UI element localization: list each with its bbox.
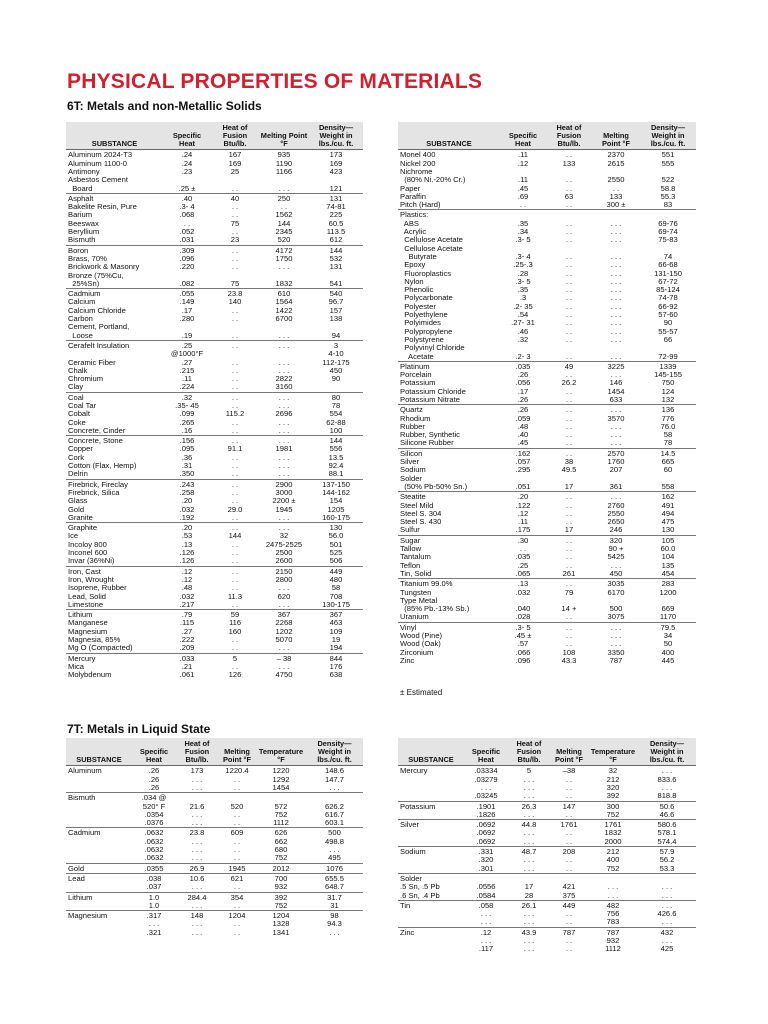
specific-heat-cell: .1901 .1826 (464, 801, 508, 820)
specific-heat-cell: .20 .53 .13 .126 .126 (163, 523, 211, 566)
heat-of-fusion-cell: 48.7 . . . . . . (508, 847, 550, 874)
density-cell: 1076 (306, 863, 363, 873)
density-cell: 540 96.7 157 138 94 (309, 289, 363, 341)
substance-cell: Bismuth (66, 793, 132, 828)
table-row (66, 566, 363, 609)
substance-cell: Mercury (400, 766, 428, 776)
melting-point-cell: –38 . . . . . . (562, 766, 576, 801)
substance-cell: Mercury Mica Molybdenum (66, 653, 163, 679)
header-specific-heat: Specific Heat (464, 738, 508, 766)
specific-heat-cell: .0632 .0632 .0632 .0632 (132, 828, 176, 863)
heat-of-fusion-cell: 49 . . 26.2 . . . . (546, 361, 592, 404)
specific-heat-cell: .243 .258 .20 .032 .192 (163, 479, 211, 522)
table-row (66, 766, 363, 793)
heat-of-fusion-cell: 23.8 140 . . . . . . (211, 289, 259, 341)
substance-cell: Magnesium (66, 911, 132, 937)
temperature-cell: 787 932 1112 (588, 927, 638, 953)
temperature-cell: 1761 1832 2000 (588, 820, 638, 847)
specific-heat-cell: .035 .26 .056 .17 .26 (500, 361, 546, 404)
substance-cell: Solder .5 Sn, .5 Pb .6 Sn, .4 Pb (398, 873, 464, 900)
table-row (66, 245, 363, 288)
melting-point-cell: 609 . . . . . . (218, 828, 256, 863)
heat-of-fusion-cell: . . . . . . . . . . (546, 405, 592, 448)
table-row (398, 405, 696, 448)
substance-cell: Cerafelt Insulation Ceramic Fiber Chalk Chromium Clay (66, 340, 163, 392)
density-cell: 148.6 147.7 . . . (324, 766, 344, 792)
header-melting-point: Melting Point °F (218, 738, 256, 766)
substance-cell: Zinc (398, 927, 464, 953)
specific-heat-cell: .26 .059 .48 .40 .45 (500, 405, 546, 448)
specific-heat-cell: .12 .12 .48 .032 .217 (163, 566, 211, 609)
specific-heat-cell: .20 .122 .12 .11 .175 (500, 492, 546, 535)
melting-point-cell: – 38 . . . 4750 (259, 653, 309, 679)
melting-point-cell: . . . 32 2475-2525 2500 2600 (259, 523, 309, 566)
specific-heat-cell: .25 @1000°F .27 .215 .11 .224 (163, 340, 211, 392)
density-cell: 31.7 31 (306, 892, 363, 911)
table-row (66, 479, 363, 522)
melting-point-cell: 250 . . 1562 144 2345 520 (259, 193, 309, 245)
heat-of-fusion-cell: . . . . . . . . 261 (546, 535, 592, 578)
heat-of-fusion-cell: . . 79 14 + . . (546, 579, 592, 622)
substance-cell: Monel 400 Nickel 200 Nichrome (80% Ni.-20% Cr.) Paper Paraffin Pitch (Hard) (400, 150, 466, 210)
heat-of-fusion-cell: . . . . . . 75 (211, 245, 259, 288)
table-6t-left (66, 122, 363, 680)
header-specific-heat: Specific Heat (500, 122, 546, 150)
substance-cell: Cadmium Calcium Calcium Chloride Carbon Cement, Portland, Loose (66, 289, 163, 341)
specific-heat-cell: .0355 (132, 863, 176, 873)
heat-of-fusion-cell: . . . . . . 11.3 . . (211, 566, 259, 609)
header-temperature: Temperature °F (256, 738, 306, 766)
density-cell: 105 60.0 104 135 454 (640, 535, 696, 578)
temperature-cell: 212 400 752 (588, 847, 638, 874)
table-row (398, 766, 696, 801)
melting-point-cell: 3225 . . . 146 1454 633 (592, 361, 640, 404)
specific-heat-cell: .32 .35- 45 .099 .265 .16 (163, 392, 211, 435)
melting-point-cell: 2370 2615 2550 . . 133 300 ± (606, 150, 626, 210)
melting-point-cell: . . . . . . . . . 2822 3160 (259, 340, 309, 392)
specific-heat-cell: .156 .095 .36 .31 .350 (163, 436, 211, 479)
heat-of-fusion-cell: 26.1 . . . . . . (508, 900, 550, 927)
temperature-cell: 32 212 320 392 (606, 766, 620, 801)
density-cell: . . . 426.6 . . . (638, 900, 696, 927)
melting-point-cell: 621 . . (218, 873, 256, 892)
melting-point-cell: 147 . . (550, 801, 588, 820)
substance-cell: Potassium (398, 801, 464, 820)
heat-of-fusion-cell: 17 28 (508, 873, 550, 900)
header-melting-point: Melting Point °F (259, 122, 309, 150)
specific-heat-cell: .162 .057 .295 .051 (500, 448, 546, 491)
density-cell: . . . 833.6 . . . 818.8 (657, 766, 677, 801)
substance-cell: Titanium 99.0% Tungsten Type Metal (85% Pb.-13% Sb.) Uranium (398, 579, 500, 622)
specific-heat-cell: .055 .149 .17 .280 .19 (163, 289, 211, 341)
header-substance: SUBSTANCE (66, 122, 163, 150)
substance-cell: Silicon Silver Sodium Solder (50% Pb-50% Sn.) (398, 448, 500, 491)
temperature-cell: . . . . . . (588, 873, 638, 900)
heat-of-fusion-cell: 284.4 . . . (176, 892, 218, 911)
table-row (398, 210, 696, 361)
header-melting-point: Melting Point °F (592, 122, 640, 150)
temperature-cell: 300 752 (588, 801, 638, 820)
substance-cell: Lithium (66, 892, 132, 911)
melting-point-cell: 1761 . . . . (550, 820, 588, 847)
heat-of-fusion-cell: . . . . . . . . . . . . . . . . . . . . . . . . . . . . . . (546, 210, 592, 361)
melting-point-cell: 449 . . . . (550, 900, 588, 927)
specific-heat-cell: .30 . . .035 .25 .065 (500, 535, 546, 578)
density-cell: 14.5 665 60 558 (640, 448, 696, 491)
heat-of-fusion-cell: 10.6 . . . (176, 873, 218, 892)
heat-of-fusion-cell: . . 133 . . . . 63 . . (562, 150, 576, 210)
substance-cell: Vinyl Wood (Pine) Wood (Oak) Zirconium Zinc (398, 622, 500, 665)
melting-point-cell: . . . 3570 . . . . . . . . . (592, 405, 640, 448)
temperature-cell: 392 752 (256, 892, 306, 911)
density-cell: 98 94.3 . . . (306, 911, 363, 937)
density-cell: 136 776 76.0 58 78 (640, 405, 696, 448)
heat-of-fusion-cell: 148 . . . . . . (176, 911, 218, 937)
melting-point-cell: 1204 . . . . (218, 911, 256, 937)
substance-cell: Sodium (398, 847, 464, 874)
density-cell: 3 4-10 112-175 450 90 (309, 340, 363, 392)
specific-heat-cell: .13 .032 .040 .028 (500, 579, 546, 622)
density-cell: 432 . . . 425 (638, 927, 696, 953)
temperature-cell: 1220 1292 1454 (272, 766, 290, 792)
substance-cell: Asphalt Bakelite Resin, Pure Barium Beeswax Beryllium Bismuth (66, 193, 163, 245)
heat-of-fusion-cell: 167 169 25 . . (228, 150, 242, 193)
header-heat-of-fusion: Heat of Fusion Btu/lb. (508, 738, 550, 766)
table-7t-left (66, 738, 363, 937)
temperature-cell: 626 662 680 752 (256, 828, 306, 863)
table-row (398, 492, 696, 535)
heat-of-fusion-cell: 5 . . . . . . . . . (523, 766, 535, 801)
specific-heat-cell: .11 .12 .11 .45 .69 . . (517, 150, 529, 210)
substance-cell: Gold (66, 863, 132, 873)
table-row (398, 448, 696, 491)
density-cell: 137-150 144-162 154 1205 160-175 (309, 479, 363, 522)
heat-of-fusion-cell: . . . . 115.2 . . . . (211, 392, 259, 435)
melting-point-cell: 3035 6170 500 3075 (592, 579, 640, 622)
table-row (398, 579, 696, 622)
header-substance: SUBSTANCE (66, 738, 132, 766)
table-row (66, 523, 363, 566)
substance-cell: Sugar Tallow Tantalum Teflon Tin, Solid (398, 535, 500, 578)
header-specific-heat: Specific Heat (132, 738, 176, 766)
header-specific-heat: Specific Heat (163, 122, 211, 150)
table-row (398, 361, 696, 404)
header-substance: SUBSTANCE (398, 738, 464, 766)
heat-of-fusion-cell: 173 . . . . . . (190, 766, 204, 792)
table-row (398, 535, 696, 578)
table-row (398, 900, 696, 927)
density-cell: 551 555 522 58.8 55.3 83 (660, 150, 676, 210)
specific-heat-cell: .058 . . . . . . (464, 900, 508, 927)
specific-heat-cell: .034 @ 520° F .0354 .0376 (132, 793, 176, 828)
heat-of-fusion-cell: . . . . . . . . 17 (546, 492, 592, 535)
density-cell: 500 498.8 . . . 495 (306, 828, 363, 863)
density-cell: 449 480 58 708 130-175 (309, 566, 363, 609)
header-density: Density— Weight in lbs./cu. ft. (640, 122, 696, 150)
table-row (398, 873, 696, 900)
melting-point-cell: 787 . . . . (550, 927, 588, 953)
temperature-cell: 2012 (256, 863, 306, 873)
density-cell: 173 169 423 121 (329, 150, 343, 193)
specific-heat-cell: .26 .26 .26 (148, 766, 160, 792)
density-cell: 79.5 34 50 400 445 (640, 622, 696, 665)
density-cell: 57.9 56.2 53.3 (638, 847, 696, 874)
heat-of-fusion-cell: . . . . . . 29.0 . . (211, 479, 259, 522)
table-row (66, 911, 363, 937)
table-row (66, 392, 363, 435)
melting-point-cell: 610 1564 1422 6700 . . . (259, 289, 309, 341)
specific-heat-cell: .309 .096 .220 .082 (163, 245, 211, 288)
heat-of-fusion-cell: 40 . . . . 75 . . 23 (211, 193, 259, 245)
table-7t-title: 7T: Metals in Liquid State (67, 722, 211, 736)
specific-heat-cell: .038 .037 (132, 873, 176, 892)
melting-point-cell: 320 90 + 5425 . . . 450 (592, 535, 640, 578)
table-row (66, 289, 363, 341)
substance-cell: Iron, Cast Iron, Wrought Isoprene, Rubber Lead, Solid Limestone (66, 566, 163, 609)
table-row (66, 436, 363, 479)
table-row (66, 873, 363, 892)
header-substance: SUBSTANCE (398, 122, 500, 150)
density-cell: 162 491 494 475 130 (640, 492, 696, 535)
density-cell: 130 56.0 501 525 506 (309, 523, 363, 566)
heat-of-fusion-cell: 26.3 . . . (508, 801, 550, 820)
table-7t-right (398, 738, 696, 954)
table-row (66, 610, 363, 653)
specific-heat-cell: .317 . . . .321 (132, 911, 176, 937)
header-heat-of-fusion: Heat of Fusion Btu/lb. (211, 122, 259, 150)
header-heat-of-fusion: Heat of Fusion Btu/lb. (546, 122, 592, 150)
page-title: PHYSICAL PROPERTIES OF MATERIALS (67, 70, 483, 93)
specific-heat-cell: .40 .3- 4 .068 . . .052 .031 (163, 193, 211, 245)
melting-point-cell: 2150 2800 . . . 620 . . . (259, 566, 309, 609)
melting-point-cell: 2900 3000 2200 ± 1945 . . . (259, 479, 309, 522)
melting-point-cell: . . . 1981 . . . . . . . . . (259, 436, 309, 479)
header-temperature: Temperature °F (588, 738, 638, 766)
melting-point-cell: 1220.4 . . . . (225, 766, 249, 792)
table-row (398, 801, 696, 820)
melting-point-cell: 2570 1760 207 361 (592, 448, 640, 491)
estimated-note: ± Estimated (400, 688, 443, 697)
melting-point-cell: 935 1190 1166 . . . (275, 150, 293, 193)
density-cell: 655.5 648.7 (306, 873, 363, 892)
heat-of-fusion-cell: 43.9 . . . . . . (508, 927, 550, 953)
density-cell: 844 176 638 (309, 653, 363, 679)
density-cell: 580.6 578.1 574.4 (638, 820, 696, 847)
density-cell: 367 463 109 19 194 (309, 610, 363, 653)
table-row (398, 150, 696, 210)
specific-heat-cell: .3- 5 .45 ± .57 .066 .096 (500, 622, 546, 665)
temperature-cell: 572 752 1112 (256, 793, 306, 828)
table-6t-title: 6T: Metals and non-Metallic Solids (67, 99, 262, 113)
density-cell: 1339 145-155 750 124 132 (640, 361, 696, 404)
table-row (66, 793, 363, 828)
melting-point-cell: 4172 1750 . . . 1832 (259, 245, 309, 288)
density-cell: 131 74-81 225 60.5 113.5 612 (309, 193, 363, 245)
header-heat-of-fusion: Heat of Fusion Btu/lb. (176, 738, 218, 766)
heat-of-fusion-cell: 44.8 . . . . . . (508, 820, 550, 847)
heat-of-fusion-cell: . . 144 . . . . . . (211, 523, 259, 566)
specific-heat-cell: .79 .115 .27 .222 .209 (163, 610, 211, 653)
header-melting-point: Melting Point °F (550, 738, 588, 766)
substance-cell: Aluminum (68, 766, 102, 776)
density-cell: 80 78 554 62-88 100 (309, 392, 363, 435)
substance-cell: Platinum Porcelain Potassium Potassium Chloride Potassium Nitrate (398, 361, 500, 404)
density-cell: . . . . . . (638, 873, 696, 900)
specific-heat-cell: .331 .320 .301 (464, 847, 508, 874)
table-row (66, 863, 363, 873)
table-row (398, 927, 696, 953)
substance-cell: Boron Brass, 70% Brickwork & Masonry Bronze (75%Cu, 25%Sn) (66, 245, 163, 288)
melting-point-cell: . . . 2760 2550 2650 246 (592, 492, 640, 535)
substance-cell: Cadmium (66, 828, 132, 863)
substance-cell: Graphite Ice Incoloy 800 Inconel 600 Invar (36%Ni) (66, 523, 163, 566)
melting-point-cell: 520 . . . . (218, 793, 256, 828)
specific-heat-cell: 1.0 1.0 (132, 892, 176, 911)
substance-cell: Aluminum 2024-T3 Aluminum 1100-0 Antimony Asbestos Cement Board (68, 150, 133, 193)
substance-cell: Firebrick, Fireclay Firebrick, Silica Glass Gold Granite (66, 479, 163, 522)
table-row (66, 828, 363, 863)
melting-point-cell: 1945 (218, 863, 256, 873)
substance-cell: Lead (66, 873, 132, 892)
melting-point-cell: 421 375 (550, 873, 588, 900)
substance-cell: Tin (398, 900, 464, 927)
density-cell: 69-76 69-74 75-83 74 66-68 131-150 67-72 85-124 74-78 66-92 57-60 90 55-57 66 72-99 (640, 210, 696, 361)
table-row (66, 150, 363, 193)
melting-point-cell: . . . . . . . . . . . . . . . . . . . . . . . . . . . . . . . . . . . . . . . . . . . . . (592, 210, 640, 361)
table-row (398, 820, 696, 847)
header-density: Density— Weight in lbs./cu. ft. (306, 738, 363, 766)
substance-cell: Steatite Steel Mild Steel S. 304 Steel S. 430 Sulfur (398, 492, 500, 535)
specific-heat-cell: .0556 .0584 (464, 873, 508, 900)
temperature-cell: 482 756 783 (588, 900, 638, 927)
temperature-cell: 1204 1328 1341 (256, 911, 306, 937)
specific-heat-cell: .0692 .0692 .0692 (464, 820, 508, 847)
density-cell: 50.6 46.6 (638, 801, 696, 820)
substance-cell: Coal Coal Tar Cobalt Coke Concrete, Cinder (66, 392, 163, 435)
heat-of-fusion-cell: . . 91.1 . . . . . . (211, 436, 259, 479)
heat-of-fusion-cell: 26.9 (176, 863, 218, 873)
substance-cell: Plastics: ABS Acrylic Cellulose Acetate Cellulose Acetate Butyrate Epoxy Fluoroplastics Nylon Phenolic Polycarbonate Polyester Polyethylene Polyimides Polypropylene Polystyrene Polyvinyl Chloride Acetate (398, 210, 500, 361)
heat-of-fusion-cell: 59 116 160 . . . . (211, 610, 259, 653)
substance-cell: Concrete, Stone Copper Cork Cotton (Flax, Hemp) Delrin (66, 436, 163, 479)
specific-heat-cell: .12 . . . .117 (464, 927, 508, 953)
header-density: Density— Weight in lbs./cu. ft. (638, 738, 696, 766)
specific-heat-cell: .24 .24 .23 .25 ± (178, 150, 196, 193)
table-row (398, 622, 696, 665)
density-cell: 144 532 131 541 (309, 245, 363, 288)
melting-point-cell: . . . . . . 2696 . . . . . . (259, 392, 309, 435)
heat-of-fusion-cell: 23.8 . . . . . . . . . (176, 828, 218, 863)
header-density: Density— Weight in lbs./cu. ft. (309, 122, 363, 150)
density-cell: 283 1200 669 1170 (640, 579, 696, 622)
heat-of-fusion-cell: . . 38 49.5 17 (546, 448, 592, 491)
specific-heat-cell: .033 .21 .061 (163, 653, 211, 679)
temperature-cell: 700 932 (256, 873, 306, 892)
heat-of-fusion-cell: . . . . . . 108 43.3 (546, 622, 592, 665)
substance-cell: Lithium Manganese Magnesium Magnesia, 85% Mg O (Compacted) (66, 610, 163, 653)
heat-of-fusion-cell: 5 . . 126 (211, 653, 259, 679)
table-row (66, 193, 363, 245)
substance-cell: Quartz Rhodium Rubber Rubber, Synthetic Silicone Rubber (398, 405, 500, 448)
table-row (398, 847, 696, 874)
substance-cell: Silver (398, 820, 464, 847)
melting-point-cell: 208 . . . . (550, 847, 588, 874)
table-row (66, 653, 363, 679)
specific-heat-cell: .35 .34 .3- 5 .3- 4 .25-.3 .28 .3- 5 .35 .3 .2- 35 .54 .27- 31 .46 .32 .2- 3 (500, 210, 546, 361)
melting-point-cell: 367 2268 1202 5070 . . . (259, 610, 309, 653)
specific-heat-cell: .03334 .03279 . . . .03245 (474, 766, 498, 801)
density-cell: 626.2 616.7 603.1 (306, 793, 363, 828)
table-row (66, 892, 363, 911)
melting-point-cell: 354 . . (218, 892, 256, 911)
table-row (66, 340, 363, 392)
heat-of-fusion-cell: 21.6 . . . . . . (176, 793, 218, 828)
heat-of-fusion-cell: . . . . . . . . . . (211, 340, 259, 392)
table-6t-right (398, 122, 696, 665)
density-cell: 144 556 13.5 92.4 88.1 (309, 436, 363, 479)
melting-point-cell: . . . . . . . . . 3350 787 (592, 622, 640, 665)
